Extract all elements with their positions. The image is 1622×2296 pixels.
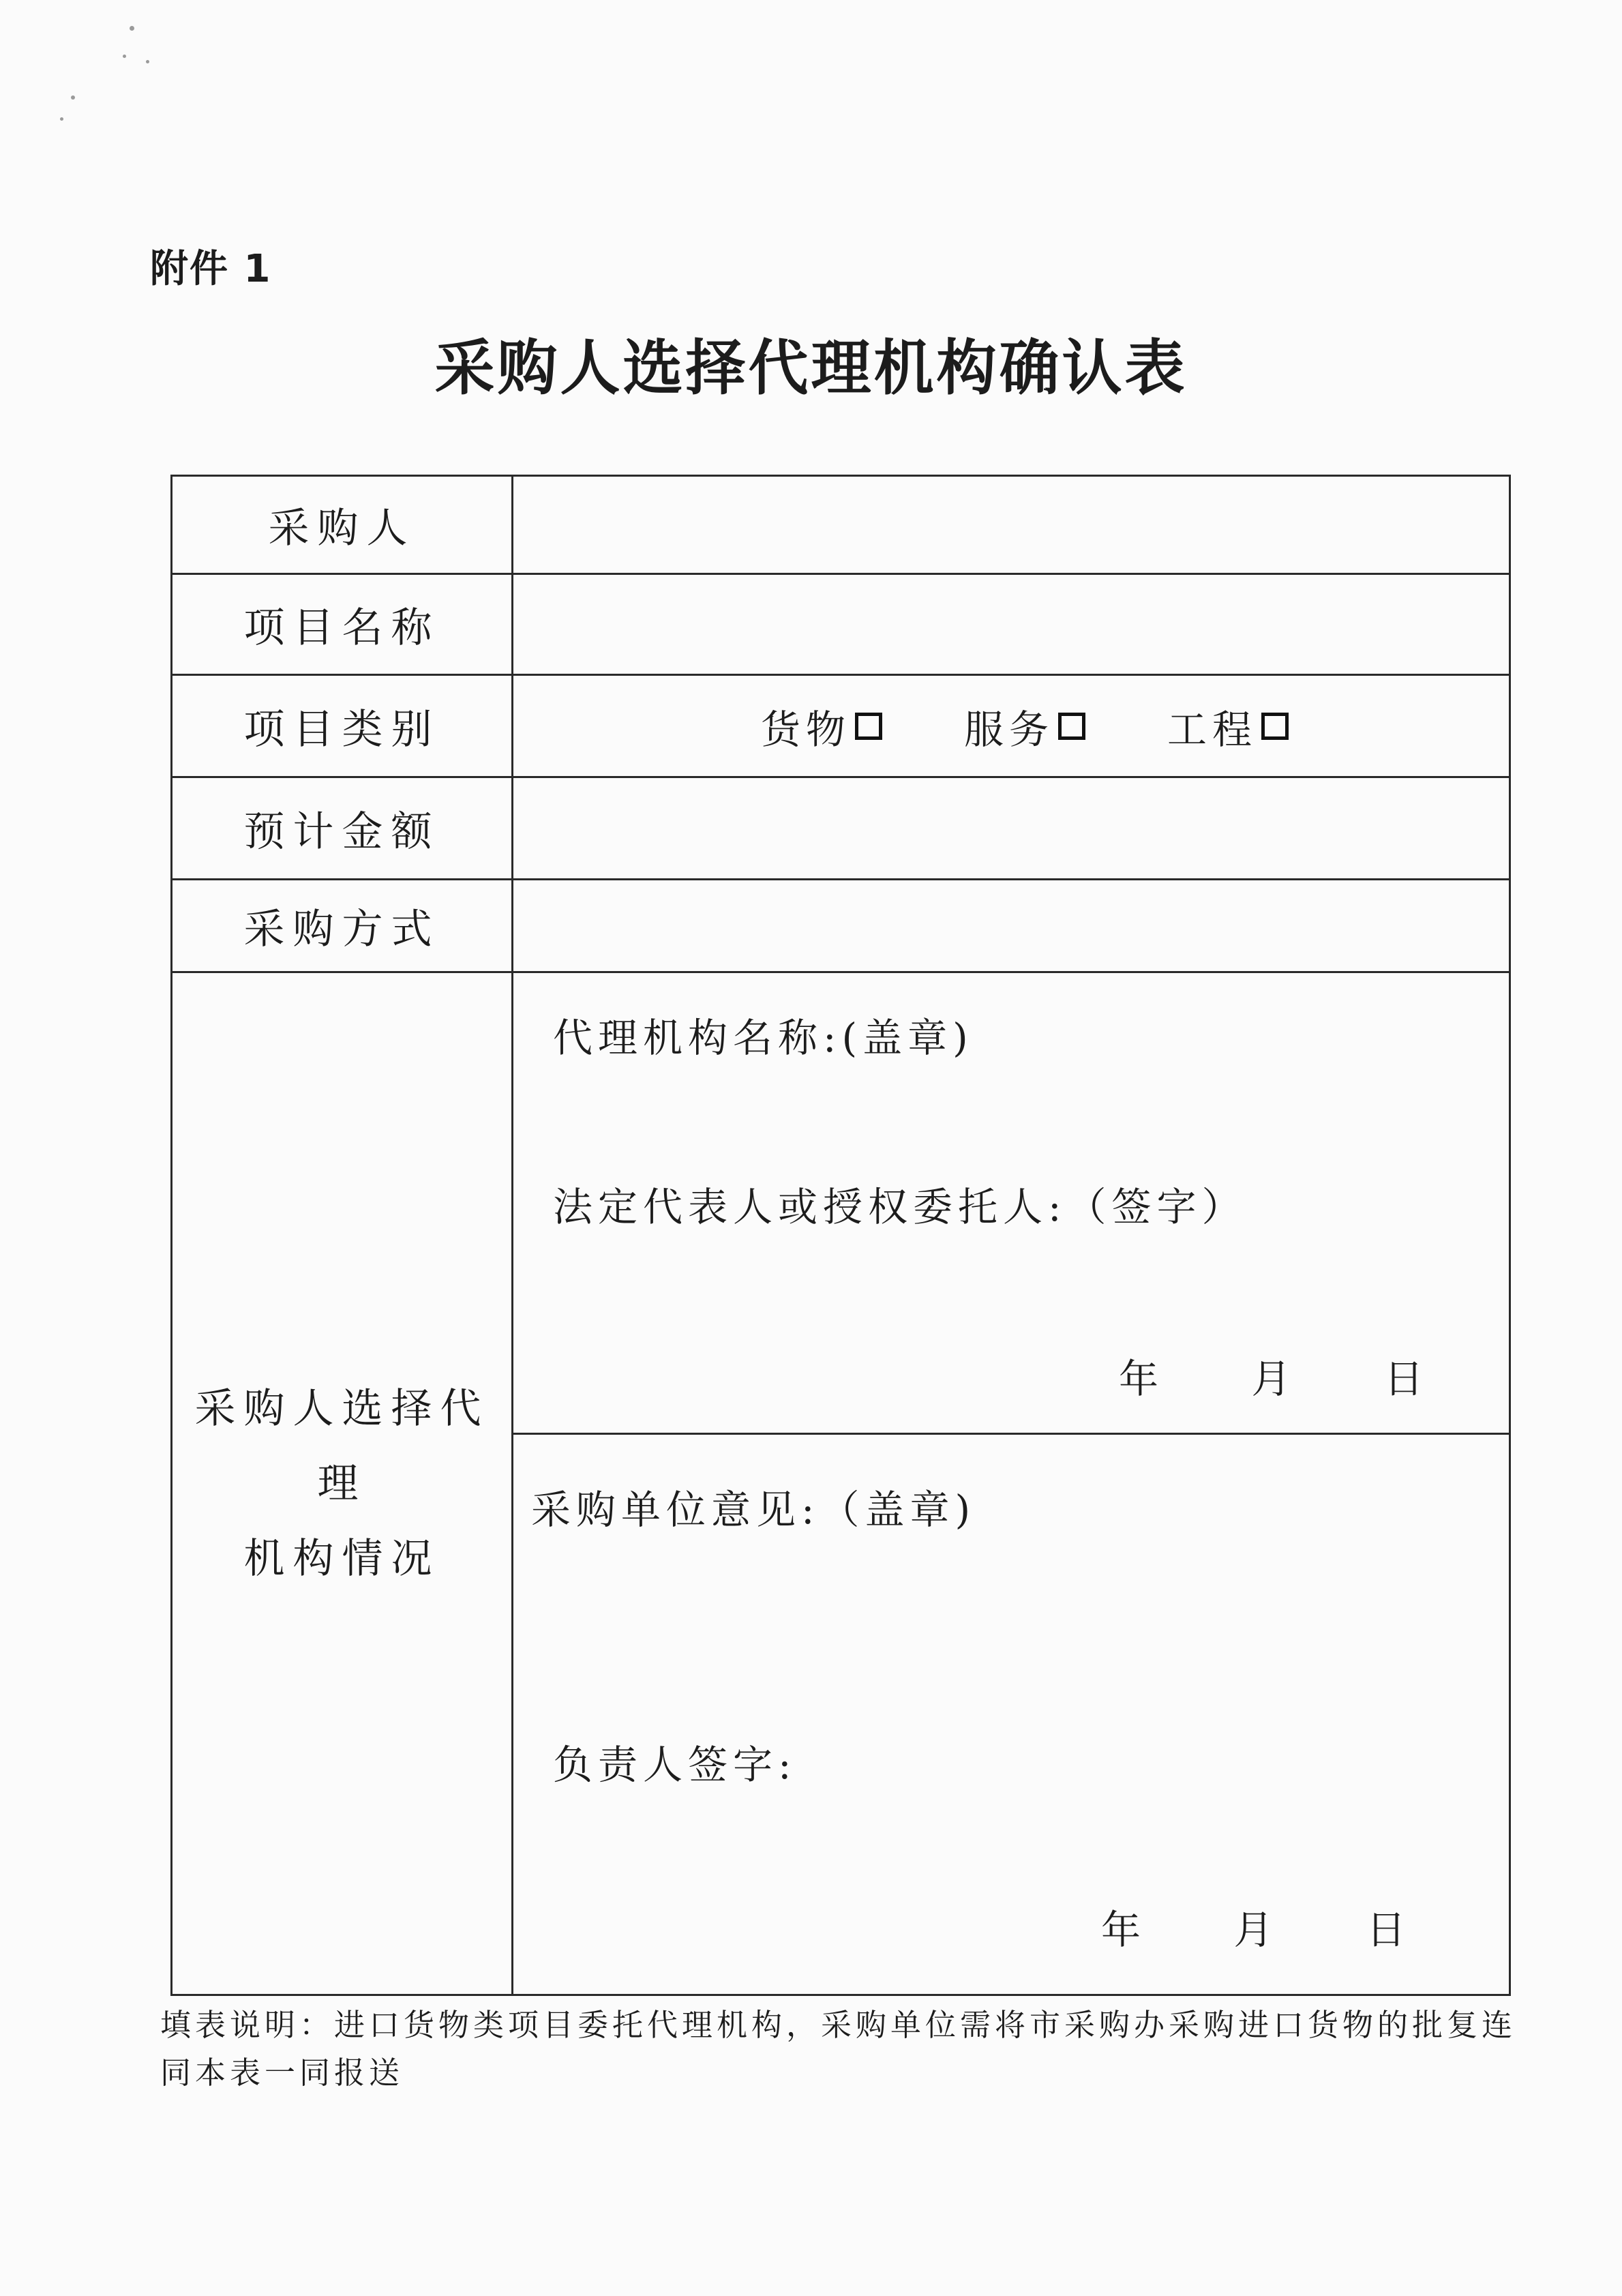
procurement-method-field[interactable] (513, 880, 1510, 972)
option-works-label: 工程 (1167, 706, 1258, 753)
row-procurement-method (172, 880, 1510, 972)
section-divider (513, 1433, 1509, 1435)
confirmation-form-table (170, 475, 1511, 1996)
fill-instructions-note: 填表说明：进口货物类项目委托代理机构，采购单位需将市采购办采购进口货物的批复连同本表一同报送 (160, 2007, 1517, 2091)
scan-speck (71, 95, 75, 100)
unit-date-line[interactable]: 年 月 日 (1101, 1907, 1420, 1953)
purchaser-label: 采购人 (172, 476, 513, 574)
form-title: 采购人选择代理机构确认表 (434, 333, 1188, 403)
scan-speck (60, 117, 63, 121)
unit-opinion-line[interactable]: 采购单位意见:（盖章) (531, 1487, 976, 1533)
checkbox-icon[interactable] (1261, 713, 1289, 740)
agency-date-line[interactable]: 年 月 日 (1119, 1356, 1437, 1402)
row-project-name (172, 574, 1510, 675)
row-project-category (172, 675, 1510, 777)
project-name-label: 项目名称 (172, 574, 513, 675)
option-goods-label: 货物 (760, 706, 851, 753)
scan-speck (130, 26, 134, 31)
checkbox-icon[interactable] (855, 713, 882, 740)
agency-selection-label-line1: 采购人选择代理 (194, 1384, 490, 1508)
project-category-options (513, 675, 1510, 777)
agency-name-line[interactable]: 代理机构名称:(盖章) (553, 1015, 974, 1061)
option-goods[interactable] (761, 698, 882, 755)
row-estimated-amount (172, 777, 1510, 880)
estimated-amount-field[interactable] (513, 777, 1510, 880)
project-category-label: 项目类别 (172, 675, 513, 777)
project-name-field[interactable] (513, 574, 1510, 675)
row-agency-selection (172, 972, 1510, 1995)
option-services-label: 服务 (963, 706, 1054, 753)
estimated-amount-label: 预计金额 (172, 777, 513, 880)
agency-selection-label (172, 972, 513, 1995)
scan-speck (146, 60, 149, 63)
attachment-label: 附件 1 (150, 247, 272, 291)
agency-selection-content (513, 972, 1510, 1995)
checkbox-icon[interactable] (1058, 713, 1085, 740)
responsible-signature-line[interactable]: 负责人签字: (553, 1742, 797, 1788)
option-works[interactable] (1167, 698, 1289, 755)
option-services[interactable] (964, 698, 1085, 755)
representative-signature-line[interactable]: 法定代表人或授权委托人:（签字） (553, 1184, 1247, 1230)
agency-selection-label-line2: 机构情况 (243, 1534, 440, 1583)
procurement-method-label: 采购方式 (172, 880, 513, 972)
purchaser-field[interactable] (513, 476, 1510, 574)
row-purchaser (172, 476, 1510, 574)
scan-speck (123, 55, 126, 58)
